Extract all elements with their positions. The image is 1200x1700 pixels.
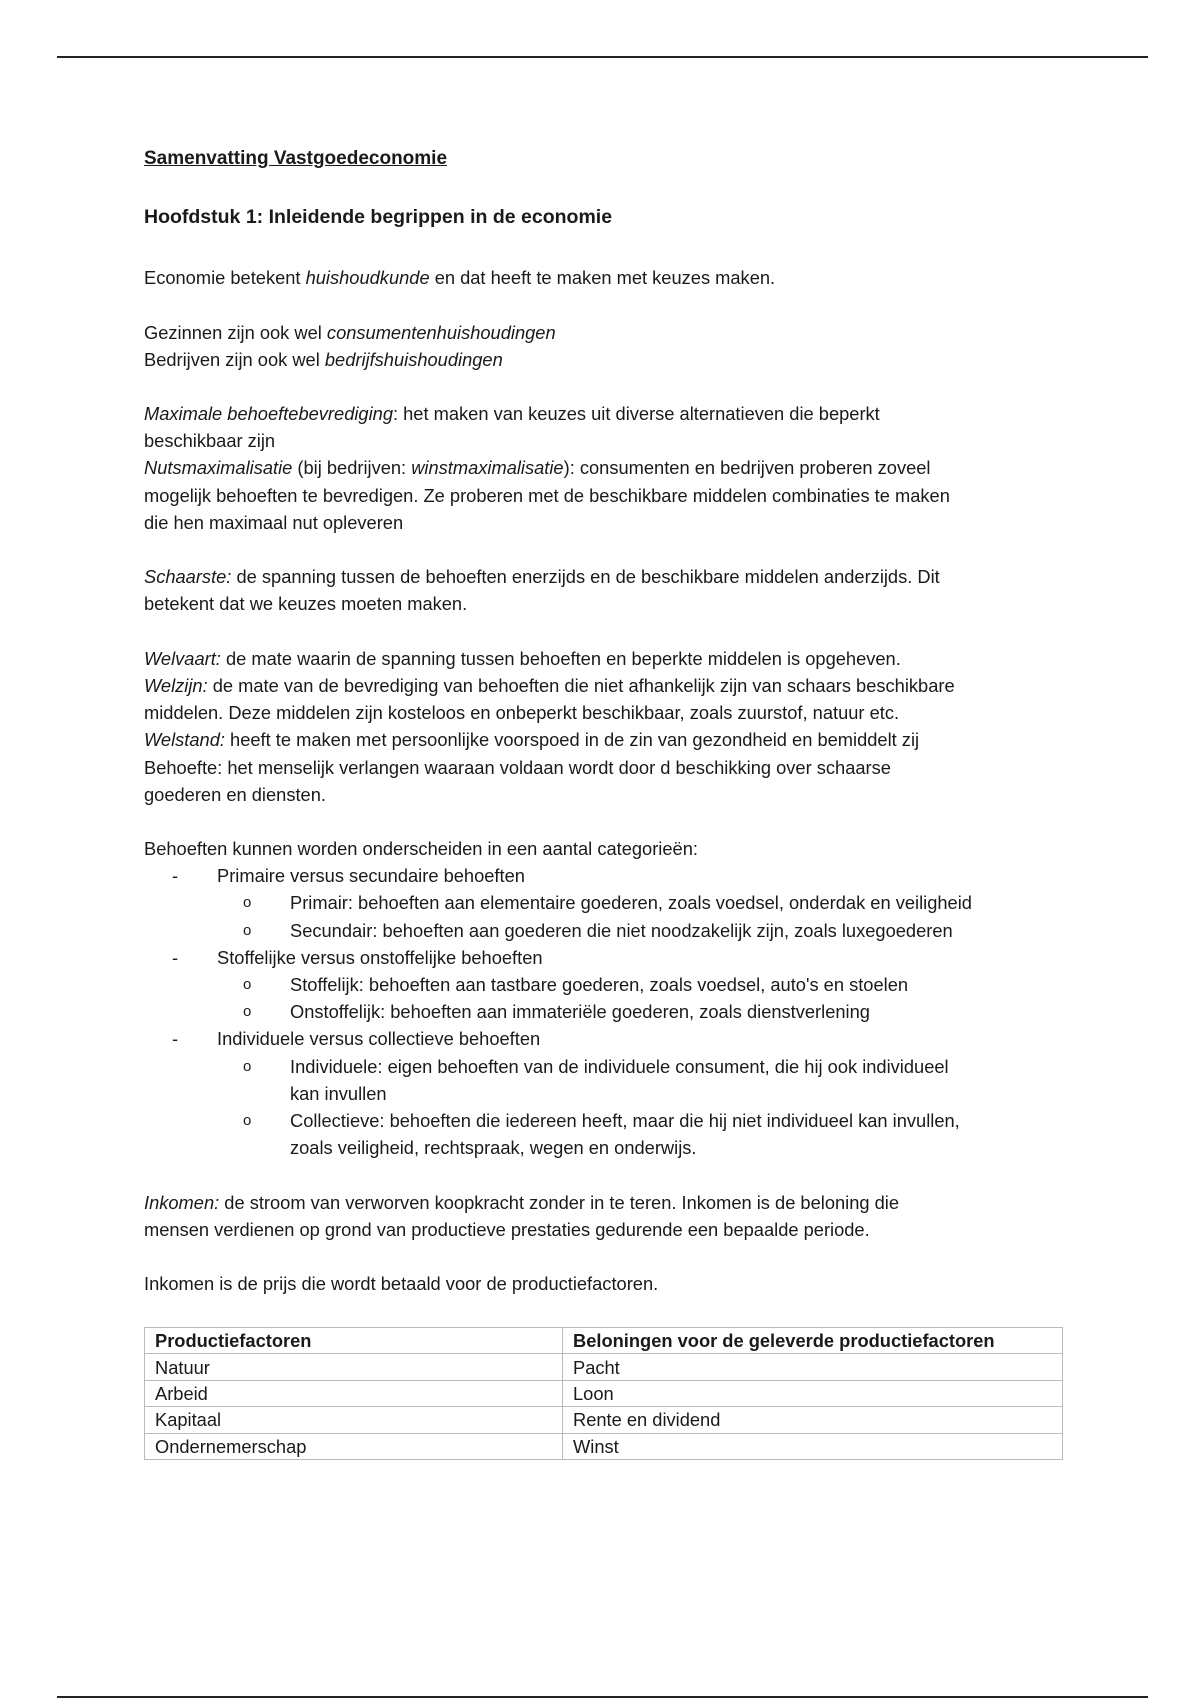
dash-bullet-icon: -	[172, 946, 179, 968]
list-item	[144, 862, 1064, 889]
dash-bullet-icon: -	[172, 865, 179, 887]
text-line	[144, 346, 1064, 373]
blank-line	[144, 808, 1064, 835]
italic-term: consumentenhuishoudingen	[326, 321, 556, 343]
list-item	[144, 917, 1064, 944]
list-item	[144, 889, 1064, 916]
circle-bullet-icon: o	[243, 976, 252, 994]
text-segment: de stroom van verworven koopkracht zonder in te teren. Inkomen is de beloning die	[219, 1191, 900, 1213]
table-row	[145, 1354, 1063, 1380]
text-segment: betekent dat we keuzes moeten maken.	[144, 593, 468, 615]
footer-rule	[57, 1696, 1148, 1698]
text-segment: Gezinnen zijn ook wel	[144, 321, 327, 343]
text-segment: die hen maximaal nut opleveren	[144, 511, 404, 533]
text-segment: Behoefte: het menselijk verlangen waaraan voldaan wordt door d beschikking over schaarse	[144, 756, 891, 778]
productiefactoren-table	[144, 1327, 1063, 1460]
text-segment: de mate waarin de spanning tussen behoeften en beperkte middelen is opgeheven.	[220, 647, 901, 669]
blank-line	[144, 291, 1064, 318]
table-header-row	[145, 1328, 1063, 1354]
paragraphs	[144, 264, 1064, 1297]
italic-term: winstmaximalisatie	[411, 457, 564, 479]
text-segment: de spanning tussen de behoeften enerzijds en de beschikbare middelen anderzijds. Dit	[231, 566, 940, 588]
text-segment: Collectieve: behoeften die iedereen heeft, maar die hij niet individueel kan invullen,	[290, 1109, 960, 1131]
text-segment: kan invullen	[290, 1082, 387, 1104]
circle-bullet-icon: o	[243, 1003, 252, 1021]
text-line	[144, 427, 1064, 454]
text-line	[144, 509, 1064, 536]
list-item	[144, 971, 1064, 998]
text-line	[144, 482, 1064, 509]
italic-term: Schaarste:	[144, 566, 232, 588]
header-rule	[57, 56, 1148, 58]
text-segment: Economie betekent	[144, 267, 306, 289]
text-line	[144, 590, 1064, 617]
text-segment: Stoffelijk: behoeften aan tastbare goederen, zoals voedsel, auto's en stoelen	[290, 974, 909, 996]
table-cell: Loon	[563, 1380, 1063, 1406]
list-item	[144, 1053, 1064, 1080]
blank-line	[144, 1243, 1064, 1270]
list-item	[144, 1134, 1064, 1161]
text-line	[144, 563, 1064, 590]
table-cell: Ondernemerschap	[145, 1433, 563, 1459]
text-segment: heeft te maken met persoonlijke voorspoed in de zin van gezondheid en bemiddelt zij	[224, 729, 920, 751]
table-row	[145, 1380, 1063, 1406]
text-segment: beschikbaar zijn	[144, 430, 276, 452]
list-item	[144, 1107, 1064, 1134]
text-line	[144, 319, 1064, 346]
text-segment: mogelijk behoeften te bevredigen. Ze proberen met de beschikbare middelen combinaties te maken	[144, 484, 950, 506]
text-line	[144, 835, 1064, 862]
circle-bullet-icon: o	[243, 1111, 252, 1129]
text-segment: middelen. Deze middelen zijn kosteloos en onbeperkt beschikbaar, zoals zuurstof, natuur etc.	[144, 702, 900, 724]
text-line	[144, 699, 1064, 726]
text-line	[144, 754, 1064, 781]
italic-term: Welvaart:	[144, 647, 221, 669]
italic-term: huishoudkunde	[305, 267, 430, 289]
document-body	[144, 145, 1064, 1297]
italic-term: Nutsmaximalisatie	[144, 457, 293, 479]
blank-line	[144, 1161, 1064, 1188]
text-segment: de mate van de bevrediging van behoeften die niet afhankelijk zijn van schaars beschikbare	[207, 674, 955, 696]
text-segment: : het maken van keuzes uit diverse alternatieven die beperkt	[392, 403, 880, 425]
table-cell: Pacht	[563, 1354, 1063, 1380]
table-row	[145, 1407, 1063, 1433]
text-segment: Bedrijven zijn ook wel	[144, 348, 325, 370]
list-item	[144, 944, 1064, 971]
text-line	[144, 1189, 1064, 1216]
document-title: Samenvatting Vastgoedeconomie	[144, 148, 448, 169]
italic-term: Maximale behoeftebevrediging	[144, 403, 393, 425]
circle-bullet-icon: o	[243, 894, 252, 912]
text-segment: Primaire versus secundaire behoeften	[217, 865, 525, 887]
text-line	[144, 1216, 1064, 1243]
table-cell: Kapitaal	[145, 1407, 563, 1433]
blank-line	[144, 618, 1064, 645]
text-segment: Individuele versus collectieve behoeften	[217, 1028, 541, 1050]
blank-line	[144, 373, 1064, 400]
italic-term: Welzijn:	[144, 674, 208, 696]
table-cell: Rente en dividend	[563, 1407, 1063, 1433]
text-segment: Behoeften kunnen worden onderscheiden in een aantal categorieën:	[144, 838, 698, 860]
list-item	[144, 1025, 1064, 1052]
text-line	[144, 1270, 1064, 1297]
blank-line	[144, 536, 1064, 563]
text-segment: Stoffelijke versus onstoffelijke behoeften	[217, 946, 543, 968]
text-segment: (bij bedrijven:	[292, 457, 412, 479]
text-segment: ): consumenten en bedrijven proberen zoveel	[563, 457, 931, 479]
text-segment: en dat heeft te maken met keuzes maken.	[429, 267, 776, 289]
text-segment: Primair: behoeften aan elementaire goederen, zoals voedsel, onderdak en veiligheid	[290, 892, 972, 914]
text-segment: Onstoffelijk: behoeften aan immateriële goederen, zoals dienstverlening	[290, 1001, 870, 1023]
table-row	[145, 1433, 1063, 1459]
table-cell: Arbeid	[145, 1380, 563, 1406]
table-cell: Winst	[563, 1433, 1063, 1459]
italic-term: Inkomen:	[144, 1191, 220, 1213]
text-segment: mensen verdienen op grond van productieve prestaties gedurende een bepaalde periode.	[144, 1218, 870, 1240]
dash-bullet-icon: -	[172, 1028, 179, 1050]
italic-term: Welstand:	[144, 729, 225, 751]
text-line	[144, 781, 1064, 808]
italic-term: bedrijfshuishoudingen	[324, 348, 503, 370]
table-cell: Natuur	[145, 1354, 563, 1380]
list-item	[144, 1080, 1064, 1107]
text-line	[144, 400, 1064, 427]
text-segment: zoals veiligheid, rechtspraak, wegen en onderwijs.	[290, 1137, 697, 1159]
list-item	[144, 998, 1064, 1025]
circle-bullet-icon: o	[243, 1057, 252, 1075]
table-header-cell: Productiefactoren	[145, 1328, 563, 1354]
text-line	[144, 264, 1064, 291]
text-segment: Individuele: eigen behoeften van de individuele consument, die hij ook individueel	[290, 1055, 949, 1077]
text-line	[144, 726, 1064, 753]
text-line	[144, 454, 1064, 481]
table-header-cell: Beloningen voor de geleverde productiefactoren	[563, 1328, 1063, 1354]
text-line	[144, 645, 1064, 672]
circle-bullet-icon: o	[243, 921, 252, 939]
text-segment: Inkomen is de prijs die wordt betaald voor de productiefactoren.	[144, 1273, 659, 1295]
text-line	[144, 672, 1064, 699]
text-segment: goederen en diensten.	[144, 783, 326, 805]
text-segment: Secundair: behoeften aan goederen die niet noodzakelijk zijn, zoals luxegoederen	[290, 919, 953, 941]
chapter-heading: Hoofdstuk 1: Inleidende begrippen in de economie	[144, 206, 613, 229]
